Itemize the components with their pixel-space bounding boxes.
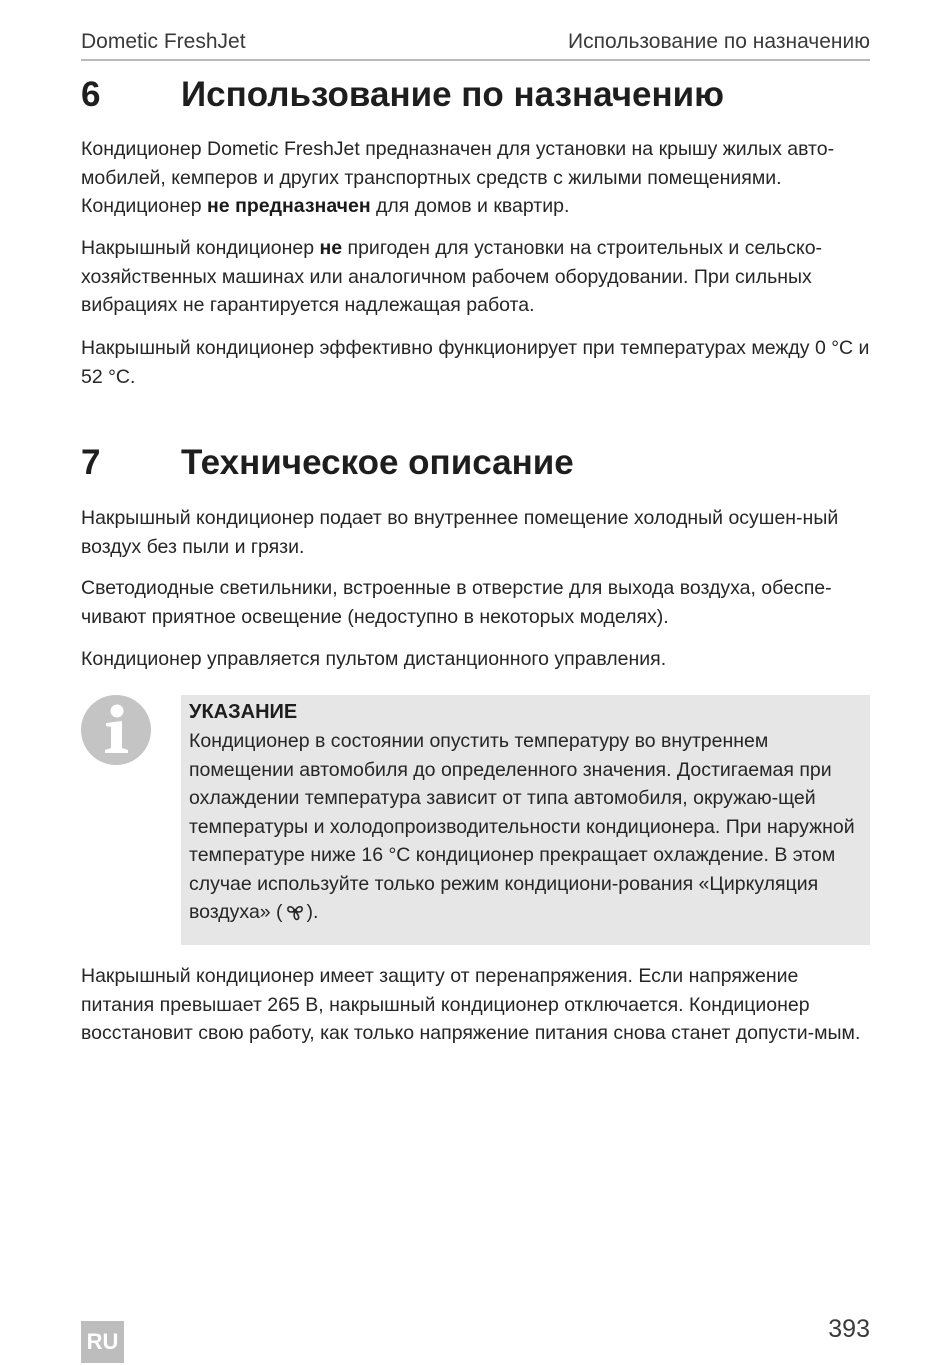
s6p2-text-b: пригоден для установки на строительных и сельско-хозяйственных машинах или аналогичном рабочем оборудовании. При сильных вибрациях не гарантируется надлежащая работа. bbox=[81, 237, 823, 316]
note-box bbox=[181, 695, 870, 945]
section-6-paragraph-1 bbox=[81, 135, 873, 221]
s6p2-bold: не bbox=[319, 237, 343, 259]
running-header bbox=[81, 28, 870, 61]
info-icon bbox=[80, 694, 152, 766]
header-section-title: Использование по назначению bbox=[568, 30, 870, 53]
section-7-paragraph-3: Кондиционер управляется пультом дистанционного управления. bbox=[81, 648, 667, 670]
s6p1-text-a: Кондиционер Dometic FreshJet предназначен для установки на крышу жилых авто-мобилей, кемперов и других транспортных средств с жилыми помещениями. Кондиционер bbox=[81, 138, 835, 217]
note-title: УКАЗАНИЕ bbox=[189, 701, 298, 723]
section-7-title: Техническое описание bbox=[181, 443, 574, 482]
section-7-paragraph-1: Накрышный кондиционер подает во внутреннее помещение холодный осушен-ный воздух без пыли и грязи. bbox=[81, 507, 839, 558]
s6p2-text-a: Накрышный кондиционер bbox=[81, 237, 320, 259]
section-7-paragraph-2: Светодиодные светильники, встроенные в отверстие для выхода воздуха, обеспе-чивают приятное освещение (недоступно в некоторых моделях). bbox=[81, 577, 832, 628]
section-6-number: 6 bbox=[81, 75, 101, 114]
fan-icon bbox=[283, 899, 307, 923]
note-text-a: Кондиционер в состоянии опустить температуру во внутреннем помещении автомобиля до определенного значения. Достигаемая при охлаждении температура зависит от типа автомобиля, окружаю-щей температуры и холодопроизводительности кондиционера. При наружной температуре ниже 16 °C кондиционер прекращает охлаждение. В этом случае используйте только режим кондициони-рования «Циркуляция воздуха» ( bbox=[189, 730, 855, 923]
section-7-number: 7 bbox=[81, 443, 101, 482]
section-6-title: Использование по назначению bbox=[181, 75, 725, 114]
page-number: 393 bbox=[828, 1315, 870, 1343]
s6p1-text-b: для домов и квартир. bbox=[370, 195, 570, 217]
section-7-paragraph-4: Накрышный кондиционер имеет защиту от перенапряжения. Если напряжение питания превышает 265 В, накрышный кондиционер отключается. Кондиционер восстановит свою работу, как только напряжение питания снова станет допусти-мым. bbox=[81, 965, 861, 1044]
header-brand: Dometic FreshJet bbox=[81, 30, 246, 53]
section-6-paragraph-3: Накрышный кондиционер эффективно функционирует при температурах между 0 °C и 52 °C. bbox=[81, 337, 870, 388]
language-badge: RU bbox=[81, 1321, 124, 1363]
note-text-b: ). bbox=[306, 901, 319, 923]
s6p1-bold: не предназначен bbox=[207, 195, 371, 217]
section-6-paragraph-2 bbox=[81, 234, 873, 320]
note-text bbox=[189, 727, 861, 927]
